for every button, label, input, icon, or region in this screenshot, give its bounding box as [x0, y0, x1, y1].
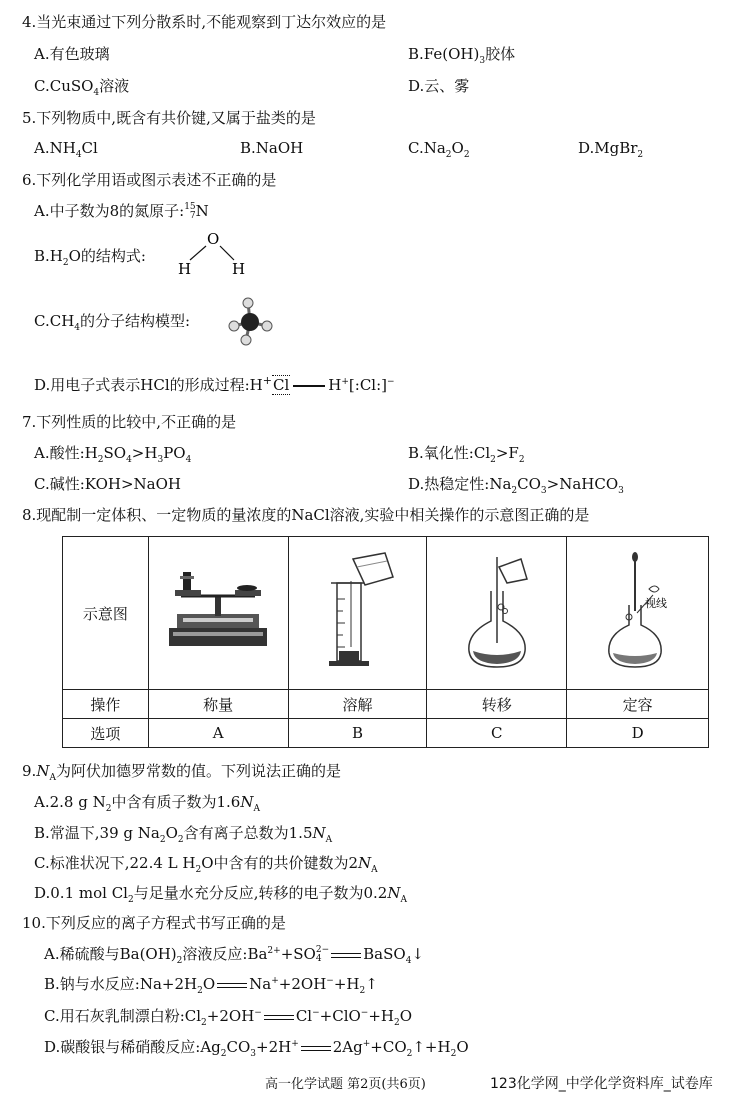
q5-option-a: $A.NH_4Cl$ — [34, 139, 98, 160]
diagram-weighing — [148, 537, 288, 690]
option-cell: D — [567, 719, 709, 748]
diagram-dissolving — [288, 537, 427, 690]
q5-option-b: B.NaOH — [240, 139, 304, 157]
q7-option-d: D.热稳定性$:Na_2CO_3>NaHCO_3$ — [408, 475, 624, 496]
water-o-atom: O — [207, 230, 220, 248]
diagram-constant-volume — [567, 537, 709, 690]
q10-option-c: C.用石灰乳制漂白粉$:Cl_2+2OH^-$ $Cl^-+ClO^-+H_2O$ — [44, 1007, 413, 1028]
water-h-atom-left: H — [178, 260, 192, 278]
op-cell: 转移 — [427, 690, 567, 719]
q5-option-c: $C.Na_2O_2$ — [408, 139, 470, 160]
equals-sign — [301, 1046, 331, 1051]
q6-option-c: $C.CH_4$的分子结构模型: — [34, 312, 191, 333]
page-number: 高一化学试题 第2页(共6页) — [265, 1077, 426, 1092]
op-cell: 溶解 — [288, 690, 427, 719]
sight-label: 视线 — [644, 597, 667, 610]
reaction-arrow — [293, 385, 325, 387]
q5-stem: 5.下列物质中,既含有共价键,又属于盐类的是 — [22, 109, 316, 127]
water-structural-formula — [172, 230, 252, 280]
q5-option-d: D.MgBr$_2$ — [578, 139, 644, 160]
q4-option-b: $B.Fe(OH)_3$胶体 — [408, 45, 516, 66]
graduated-cylinder-icon — [313, 551, 403, 671]
q7-option-b: B.氧化性$:Cl_2>F_2$ — [408, 444, 525, 465]
option-cell: A — [148, 719, 288, 748]
volumetric-flask-pour-icon — [457, 551, 537, 671]
diagram-transfer — [427, 537, 567, 690]
q6-stem: 6.下列化学用语或图示表述不正确的是 — [22, 171, 277, 189]
op-cell: 称量 — [148, 690, 288, 719]
q10-option-a: A.稀硫酸与$Ba(OH)_2$溶液反应$:Ba^{2+}+SO2-$ 4 BaSO$_4$↓ — [44, 945, 424, 966]
q6-option-d: D.用电子式表示HCl的形成过程:H+Cl H+[:Cl:]− — [34, 374, 395, 394]
q4-stem: 4.当光束通过下列分散系时,不能观察到丁达尔效应的是 — [22, 13, 387, 31]
q8-stem: 8.现配制一定体积、一定物质的量浓度的NaCl溶液,实验中相关操作的示意图正确的是 — [22, 506, 590, 524]
q6-option-b: $B.H_2O$的结构式: — [34, 247, 146, 268]
q4-option-a: A.有色玻璃 — [34, 45, 110, 63]
q4-option-d: D.云、雾 — [408, 77, 470, 95]
q7-option-a: A.酸性$:H_2SO_4>H_3PO_4$ — [34, 444, 192, 465]
equals-sign — [217, 983, 247, 988]
row-head-diagram: 示意图 — [63, 537, 149, 690]
q10-option-b: B.钠与水反应$:Na+2H_2O$ $Na^++2OH^-+H_2↑$ — [44, 975, 378, 996]
water-h-atom-right: H — [232, 260, 246, 278]
methane-ball-model-icon — [226, 296, 274, 346]
option-cell: C — [427, 719, 567, 748]
q10-stem: 10.下列反应的离子方程式书写正确的是 — [22, 914, 286, 932]
q9-option-a: A.2.8 g $N_2$中含有质子数为$1.6N_A$ — [34, 793, 260, 814]
q7-option-c: C.碱性:KOH>NaOH — [34, 475, 181, 493]
q10-option-d: D.碳酸银与稀硝酸反应$:Ag_2CO_3+2H^+$ $2Ag^++CO_2↑+H_2O$ — [44, 1038, 469, 1059]
balance-icon — [163, 566, 273, 656]
q6-option-a: A.中子数为8的氮原子:15 7N — [34, 202, 209, 221]
q4-option-c: C.CuSO$_4$溶液 — [34, 77, 130, 98]
q9-option-c: C.标准状况下,22.4 L $H_2O$中含有的共价键数为$2N_A$ — [34, 854, 378, 875]
q9-option-d: D.0.1 mol $Cl_2$与足量水充分反应,转移的电子数为$0.2N_A$ — [34, 884, 407, 905]
option-cell: B — [288, 719, 427, 748]
q9-stem: $9.N_A$为阿伏加德罗常数的值。下列说法正确的是 — [22, 762, 341, 783]
equals-sign — [264, 1015, 294, 1020]
q7-stem: 7.下列性质的比较中,不正确的是 — [22, 413, 237, 431]
watermark-site: 123化学网_中学化学资料库_试卷库 — [490, 1076, 713, 1092]
flask-dropper-icon — [593, 551, 683, 671]
q9-option-b: B.常温下,39 g $Na_2O_2$含有离子总数为$1.5N_A$ — [34, 824, 333, 845]
op-cell: 定容 — [567, 690, 709, 719]
operations-table — [62, 536, 709, 748]
row-head-option: 选项 — [63, 719, 149, 748]
equals-sign — [331, 953, 361, 958]
row-head-operation: 操作 — [63, 690, 149, 719]
